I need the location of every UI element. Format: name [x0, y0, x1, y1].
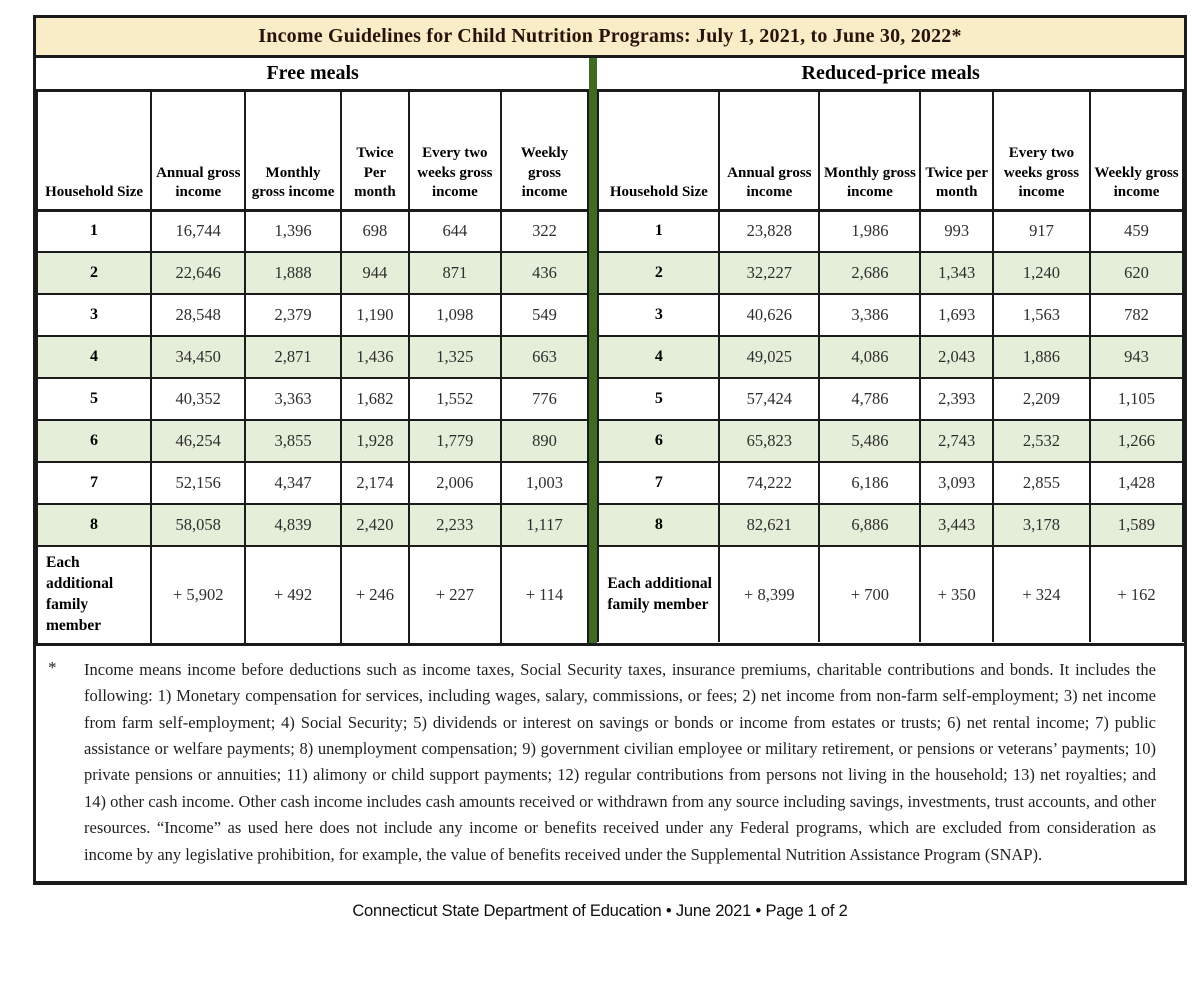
income-value-cell: + 162 [1090, 546, 1183, 642]
income-value-cell: 871 [409, 252, 501, 294]
income-value-cell: 49,025 [719, 336, 819, 378]
income-value-cell: + 114 [501, 546, 589, 643]
column-header: Monthly gross income [819, 92, 920, 210]
income-value-cell: 1,779 [409, 420, 501, 462]
income-value-cell: 58,058 [151, 504, 245, 546]
column-header: Annual gross income [719, 92, 819, 210]
column-header: Twice per month [920, 92, 992, 210]
income-value-cell: 2,532 [993, 420, 1090, 462]
income-value-cell: 782 [1090, 294, 1183, 336]
column-header: Household Size [598, 92, 719, 210]
income-value-cell: 28,548 [151, 294, 245, 336]
income-value-cell: 1,396 [245, 210, 340, 252]
income-value-cell: 2,686 [819, 252, 920, 294]
income-value-cell: 4,839 [245, 504, 340, 546]
document-title: Income Guidelines for Child Nutrition Programs: July 1, 2021, to June 30, 2022* [36, 18, 1184, 58]
income-value-cell: 2,379 [245, 294, 340, 336]
reduced-price-meals-header: Reduced-price meals [597, 58, 1184, 92]
income-value-cell: 993 [920, 210, 992, 252]
additional-member-row [598, 546, 1183, 642]
income-value-cell: 5,486 [819, 420, 920, 462]
income-value-cell: 4,347 [245, 462, 340, 504]
income-value-cell: 1,563 [993, 294, 1090, 336]
reduced-price-meals-section [597, 58, 1184, 643]
household-size-cell: 2 [37, 252, 151, 294]
income-value-cell: 2,855 [993, 462, 1090, 504]
reduced-price-meals-table-head [598, 92, 1183, 210]
income-value-cell: 4,786 [819, 378, 920, 420]
income-value-cell: + 700 [819, 546, 920, 642]
income-value-cell: 890 [501, 420, 589, 462]
reduced-price-meals-table [597, 92, 1184, 642]
income-value-cell: 46,254 [151, 420, 245, 462]
income-value-cell: 1,888 [245, 252, 340, 294]
income-value-cell: 1,886 [993, 336, 1090, 378]
income-value-cell: 1,003 [501, 462, 589, 504]
tables-container [36, 58, 1184, 646]
income-value-cell: 1,343 [920, 252, 992, 294]
household-size-cell: 3 [37, 294, 151, 336]
income-value-cell: + 5,902 [151, 546, 245, 643]
table-row [37, 462, 588, 504]
income-value-cell: 776 [501, 378, 589, 420]
income-value-cell: 1,682 [341, 378, 409, 420]
column-header: Weekly gross income [501, 92, 589, 210]
income-value-cell: 2,209 [993, 378, 1090, 420]
income-value-cell: 2,393 [920, 378, 992, 420]
income-value-cell: + 227 [409, 546, 501, 643]
income-value-cell: 2,174 [341, 462, 409, 504]
household-size-cell: 7 [37, 462, 151, 504]
income-value-cell: 6,886 [819, 504, 920, 546]
income-value-cell: 57,424 [719, 378, 819, 420]
income-value-cell: 65,823 [719, 420, 819, 462]
footnote [36, 646, 1184, 881]
income-value-cell: 52,156 [151, 462, 245, 504]
table-row [37, 336, 588, 378]
table-row [37, 210, 588, 252]
income-value-cell: 1,240 [993, 252, 1090, 294]
income-value-cell: 1,098 [409, 294, 501, 336]
table-row [598, 378, 1183, 420]
income-value-cell: 1,117 [501, 504, 589, 546]
table-row [598, 336, 1183, 378]
table-row [598, 210, 1183, 252]
free-meals-table [36, 92, 589, 643]
table-row [598, 252, 1183, 294]
income-value-cell: 1,436 [341, 336, 409, 378]
income-value-cell: 2,043 [920, 336, 992, 378]
income-value-cell: 459 [1090, 210, 1183, 252]
section-divider [589, 58, 597, 643]
income-value-cell: 4,086 [819, 336, 920, 378]
additional-member-label: Each additional family member [598, 546, 719, 642]
table-row [598, 504, 1183, 546]
additional-member-row [37, 546, 588, 643]
free-meals-table-body [37, 210, 588, 643]
column-header: Every two weeks gross income [993, 92, 1090, 210]
table-row [37, 294, 588, 336]
column-header: Annual gross income [151, 92, 245, 210]
income-value-cell: 82,621 [719, 504, 819, 546]
household-size-cell: 8 [598, 504, 719, 546]
income-value-cell: 6,186 [819, 462, 920, 504]
free-meals-section [36, 58, 589, 643]
header-row [37, 92, 588, 210]
income-value-cell: 1,325 [409, 336, 501, 378]
page-footer: Connecticut State Department of Education • June 2021 • Page 1 of 2 [352, 901, 848, 920]
income-value-cell: 3,855 [245, 420, 340, 462]
free-meals-table-head [37, 92, 588, 210]
income-value-cell: 917 [993, 210, 1090, 252]
income-value-cell: 1,552 [409, 378, 501, 420]
table-row [37, 252, 588, 294]
income-value-cell: 644 [409, 210, 501, 252]
income-value-cell: 34,450 [151, 336, 245, 378]
income-value-cell: 2,420 [341, 504, 409, 546]
income-value-cell: 620 [1090, 252, 1183, 294]
income-value-cell: 943 [1090, 336, 1183, 378]
income-value-cell: 2,233 [409, 504, 501, 546]
income-value-cell: 663 [501, 336, 589, 378]
income-value-cell: 1,266 [1090, 420, 1183, 462]
household-size-cell: 1 [598, 210, 719, 252]
income-value-cell: 40,352 [151, 378, 245, 420]
table-row [598, 294, 1183, 336]
income-value-cell: 1,589 [1090, 504, 1183, 546]
income-value-cell: + 492 [245, 546, 340, 643]
income-value-cell: 322 [501, 210, 589, 252]
income-value-cell: 3,363 [245, 378, 340, 420]
income-value-cell: 32,227 [719, 252, 819, 294]
income-value-cell: 1,986 [819, 210, 920, 252]
footnote-marker: * [48, 657, 57, 677]
income-value-cell: 2,871 [245, 336, 340, 378]
income-value-cell: 944 [341, 252, 409, 294]
table-row [598, 420, 1183, 462]
income-value-cell: 23,828 [719, 210, 819, 252]
column-header: Every two weeks gross income [409, 92, 501, 210]
income-value-cell: 1,190 [341, 294, 409, 336]
additional-member-label: Each additional family member [37, 546, 151, 643]
income-value-cell: 3,093 [920, 462, 992, 504]
income-value-cell: 1,928 [341, 420, 409, 462]
income-value-cell: 1,428 [1090, 462, 1183, 504]
table-row [37, 378, 588, 420]
column-header: Monthly gross income [245, 92, 340, 210]
document-page [0, 15, 1200, 921]
table-row [37, 504, 588, 546]
household-size-cell: 6 [598, 420, 719, 462]
household-size-cell: 3 [598, 294, 719, 336]
household-size-cell: 1 [37, 210, 151, 252]
income-value-cell: 22,646 [151, 252, 245, 294]
household-size-cell: 4 [598, 336, 719, 378]
household-size-cell: 6 [37, 420, 151, 462]
table-row [598, 462, 1183, 504]
income-value-cell: 1,105 [1090, 378, 1183, 420]
income-value-cell: 698 [341, 210, 409, 252]
income-value-cell: 40,626 [719, 294, 819, 336]
household-size-cell: 5 [598, 378, 719, 420]
reduced-price-meals-table-body [598, 210, 1183, 642]
column-header: Household Size [37, 92, 151, 210]
income-guidelines-document [33, 15, 1187, 885]
free-meals-header: Free meals [36, 58, 589, 92]
column-header: Weekly gross income [1090, 92, 1183, 210]
household-size-cell: 2 [598, 252, 719, 294]
income-value-cell: 549 [501, 294, 589, 336]
household-size-cell: 4 [37, 336, 151, 378]
income-value-cell: + 324 [993, 546, 1090, 642]
income-value-cell: + 350 [920, 546, 992, 642]
header-row [598, 92, 1183, 210]
income-value-cell: 3,443 [920, 504, 992, 546]
income-value-cell: 2,743 [920, 420, 992, 462]
income-value-cell: 74,222 [719, 462, 819, 504]
column-header: Twice Per month [341, 92, 409, 210]
footnote-text: Income means income before deductions such as income taxes, Social Security taxes, insurance premiums, charitable contributions and bonds. It includes the following: 1) Monetary compensation for services, including wages, salary, commissions, or fees; 2) net income from non-farm self-employment; 3) net income from farm self-employment; 4) Social Security; 5) dividends or interest on savings or bonds or income from estates or trusts; 6) net rental income; 7) public assistance or welfare payments; 8) unemployment compensation; 9) government civilian employee or military retirement, or pensions or veterans’ payments; 10) private pensions or annuities; 11) alimony or child support payments; 12) regular contributions from persons not living in the household; 13) net royalties; and 14) other cash income. Other cash income includes cash amounts received or withdrawn from any source including savings, investments, trust accounts, and other resources. “Income” as used here does not include any income or benefits received under any Federal programs, which are excluded from consideration as income by any legislative prohibition, for example, the value of benefits received under the Supplemental Nutrition Assistance Program (SNAP). [84, 659, 1156, 864]
table-row [37, 420, 588, 462]
income-value-cell: 3,178 [993, 504, 1090, 546]
income-value-cell: 436 [501, 252, 589, 294]
income-value-cell: + 246 [341, 546, 409, 643]
income-value-cell: 3,386 [819, 294, 920, 336]
household-size-cell: 5 [37, 378, 151, 420]
income-value-cell: 16,744 [151, 210, 245, 252]
income-value-cell: 2,006 [409, 462, 501, 504]
household-size-cell: 8 [37, 504, 151, 546]
household-size-cell: 7 [598, 462, 719, 504]
income-value-cell: 1,693 [920, 294, 992, 336]
income-value-cell: + 8,399 [719, 546, 819, 642]
